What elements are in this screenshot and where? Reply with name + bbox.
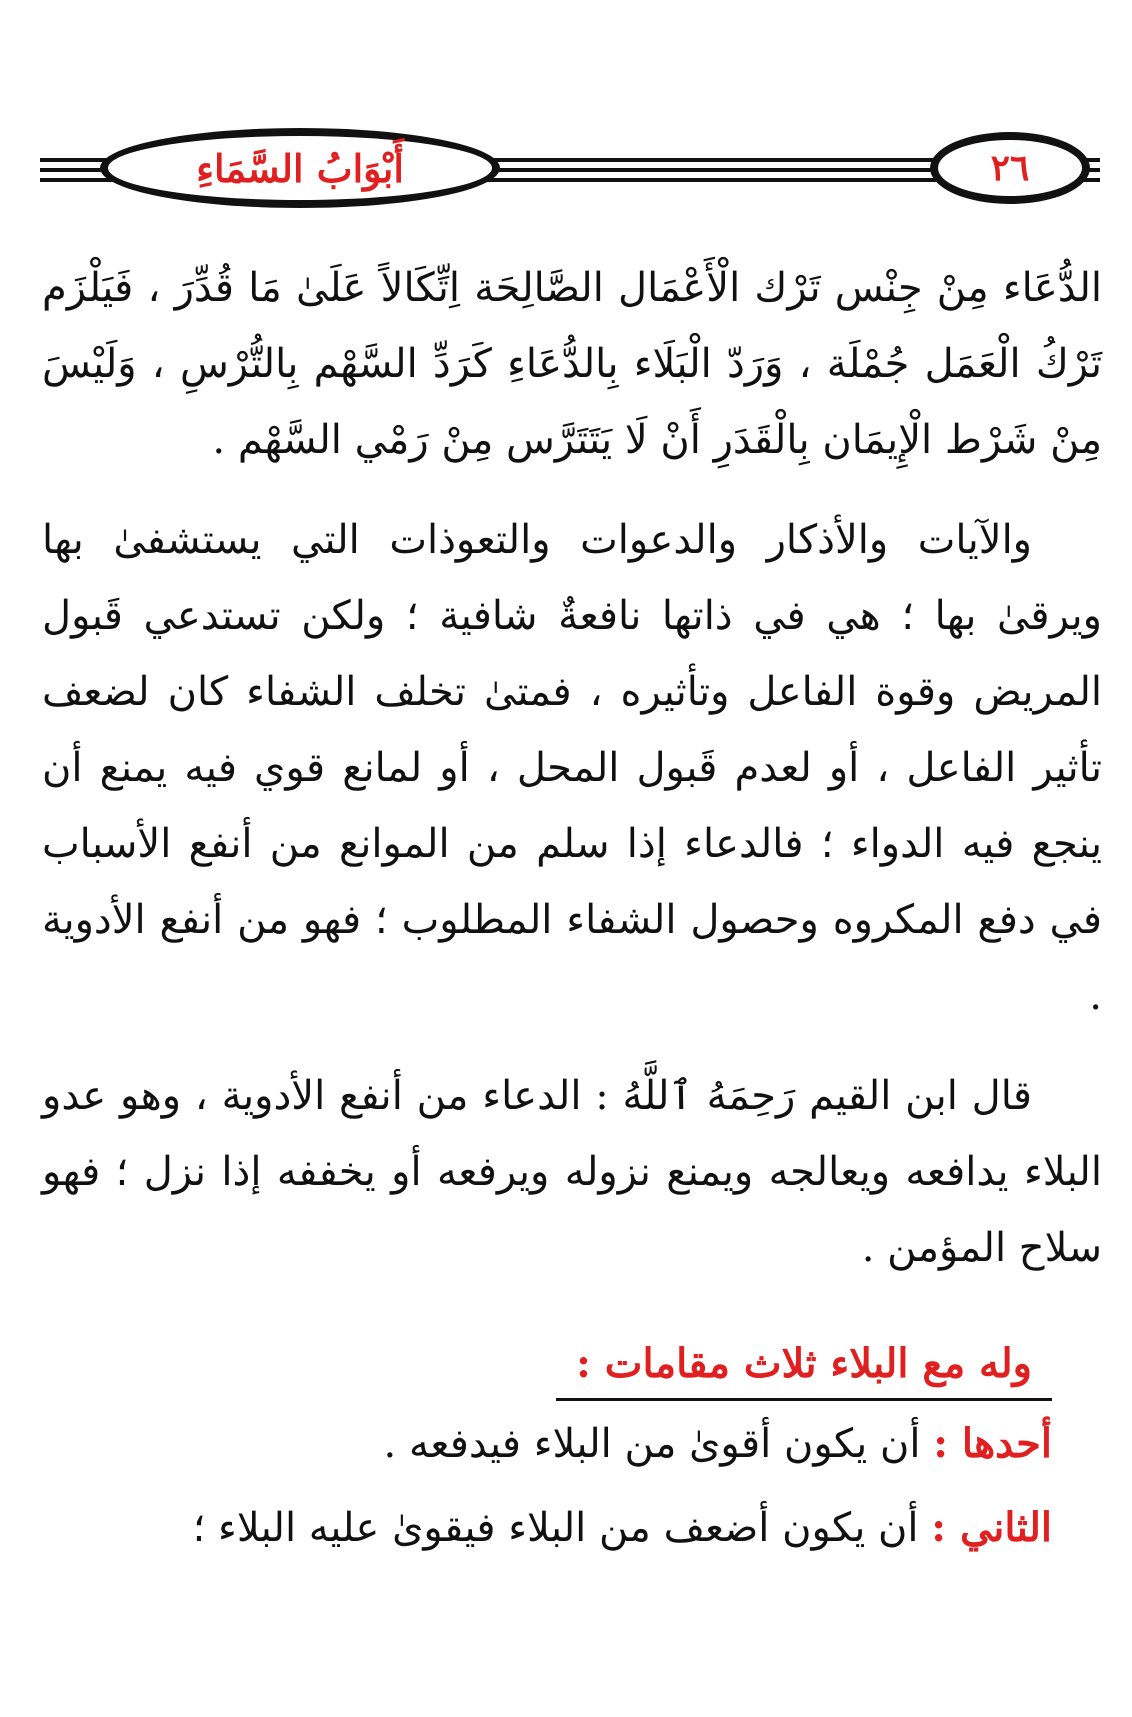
item-text: أن يكون أقوىٰ من البلاء فيدفعه . <box>383 1421 921 1467</box>
item-label: الثاني : <box>931 1504 1052 1551</box>
paragraph-2: والآيات والأذكار والدعوات والتعوذات التي يستشفىٰ بها ويرقىٰ بها ؛ هي في ذاتها نافعةٌ شافية ؛ ولكن تستدعي قَبول المريض وقوة الفاعل وتأثيره ، فمتىٰ تخلف الشفاء كان لضعف تأثير الفاعل ، أو لعدم قَبول المحل ، أو لمانع قوي فيه يمنع أن ينجع فيه الدواء ؛ فالدعاء إذا سلم من الموانع من أنفع الأسباب في دفع المكروه وحصول الشفاء المطلوب ؛ فهو من أنفع الأدوية . <box>42 517 1102 1019</box>
page-header <box>40 128 1100 228</box>
paragraph-3: قال ابن القيم رَحِمَهُ ٱللَّهُ : الدعاء من أنفع الأدوية ، وهو عدو البلاء يدافعه ويعالجه ويمنع نزوله ويرفعه أو يخففه إذا نزل ؛ فهو سلاح المؤمن . <box>42 1073 1102 1271</box>
item-label: أحدها : <box>933 1420 1052 1467</box>
section-heading: وله مع البلاء ثلاث مقامات : <box>556 1334 1052 1401</box>
book-title-oval <box>100 128 500 208</box>
page-number: ٢٦ <box>990 147 1030 189</box>
book-title: أَبْوَابُ السَّمَاءِ <box>196 145 404 191</box>
list-item-first <box>42 1402 1052 1486</box>
page-body <box>42 250 1102 1570</box>
section-heading-block <box>42 1326 1102 1402</box>
item-text: أن يكون أضعف من البلاء فيقوىٰ عليه البلاء ؛ <box>192 1505 919 1551</box>
paragraph-1: الدُّعَاء مِنْ جِنْس تَرْك الْأَعْمَال الصَّالِحَة اِتِّكَالاً عَلَىٰ مَا قُدِّرَ ، فَيَلْزَم تَرْكُ الْعَمَل جُمْلَة ، وَرَدّ الْبَلَاء بِالدُّعَاءِ كَرَدِّ السَّهْم بِالتُّرْسِ ، وَلَيْسَ مِنْ شَرْط الْإِيمَان بِالْقَدَرِ أَنْ لَا يَتَتَرَّس مِنْ رَمْي السَّهْم . <box>42 265 1102 463</box>
list-item-second <box>42 1486 1052 1570</box>
page-number-oval <box>930 132 1090 204</box>
